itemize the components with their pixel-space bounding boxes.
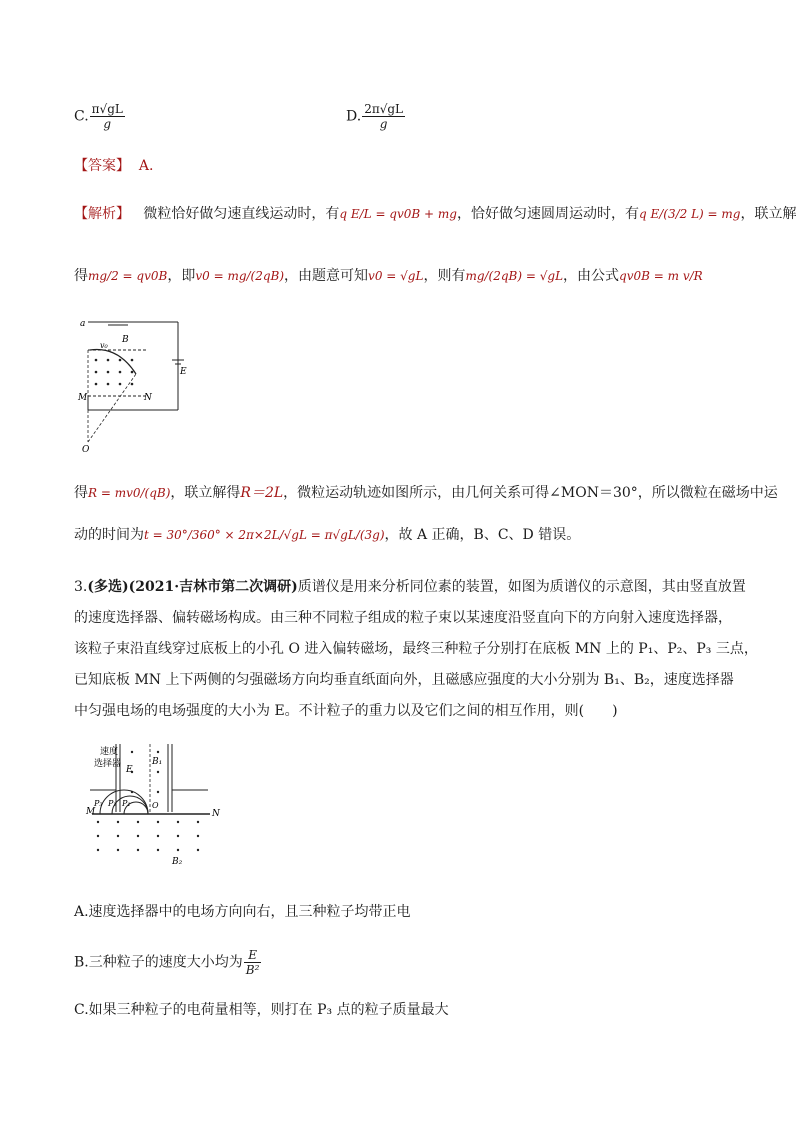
equation-5: v0 = √gL	[368, 269, 424, 283]
analysis-text: ，故 A 正确，B、C、D 错误。	[384, 527, 581, 543]
equation-7: qv0B = m v/R	[619, 269, 703, 283]
equation-3: mg/2 = qv0B	[88, 269, 168, 283]
option-c-q3: C.如果三种粒子的电荷量相等，则打在 P₃ 点的粒子质量最大	[74, 1002, 449, 1018]
analysis-text: ，则有	[423, 268, 466, 284]
answer-line	[74, 156, 153, 176]
question-3-line-2: 的速度选择器、偏转磁场构成。由三种不同粒子组成的粒子束以某速度沿竖直向下的方向射入速度选择器，	[74, 610, 732, 626]
option-a: A.速度选择器中的电场方向向右，且三种粒子均带正电	[74, 904, 411, 920]
option-d	[346, 102, 406, 131]
option-c-fraction	[90, 102, 125, 131]
option-b-text: B.三种粒子的速度大小均为	[74, 954, 243, 971]
label-b1: B₁	[152, 757, 163, 767]
question-text: 质谱仪是用来分析同位素的装置，如图为质谱仪的示意图，其由竖直放置	[297, 579, 746, 595]
label-b2: B₂	[172, 857, 183, 867]
option-b	[74, 948, 262, 977]
analysis-line-4	[74, 525, 580, 545]
figure-2-mass-spectrometer	[88, 742, 228, 874]
question-3-line-5: 中匀强电场的电场强度的大小为 E。不计粒子的重力以及它们之间的相互作用，则( )	[74, 703, 618, 719]
figure-1-field-diagram	[78, 312, 188, 454]
equation-6: mg/(2qB) = √gL	[465, 269, 564, 283]
question-source: (多选)(2021·吉林市第二次调研)	[87, 579, 298, 595]
option-b-numerator: E	[244, 948, 262, 963]
option-d-fraction	[362, 102, 405, 131]
analysis-text: 动的时间为	[74, 527, 144, 543]
question-3-line-3: 该粒子束沿直线穿过底板上的小孔 O 进入偏转磁场，最终三种粒子分别打在底板 MN 上的 P₁、P₂、P₃ 三点，	[74, 641, 758, 657]
label-b: B	[122, 335, 129, 345]
option-b-fraction	[244, 948, 262, 977]
label-p2: P₂	[108, 799, 117, 808]
option-b-denominator: B²	[245, 963, 260, 977]
analysis-text: ，联立解得	[170, 485, 241, 501]
answer-tag: 【答案】	[74, 158, 130, 174]
analysis-text: ，微粒运动轨迹如图所示，由几何关系可得∠MON＝30°，所以微粒在磁场中运	[283, 485, 778, 501]
label-o: O	[152, 801, 159, 810]
option-c-label: C.	[74, 108, 89, 125]
label-m: M	[78, 393, 88, 403]
analysis-text: 得	[74, 485, 88, 501]
label-p3: P₃	[94, 799, 103, 808]
analysis-text: ，联立解	[740, 206, 796, 222]
label-m: M	[86, 807, 96, 817]
equation-9: R＝2L	[240, 485, 284, 501]
label-e: E	[180, 367, 187, 377]
equation-4: v0 = mg/(2qB)	[195, 269, 285, 283]
equation-2: q E/(3/2 L) = mg	[638, 207, 741, 221]
label-e: E	[126, 765, 133, 775]
analysis-text: 微粒恰好做匀速直线运动时，有	[143, 206, 340, 222]
equation-1: q E/L = qv0B + mg	[339, 207, 457, 221]
analysis-text: ，恰好做匀速圆周运动时，有	[456, 206, 639, 222]
option-d-numerator: 2π√gL	[364, 102, 404, 116]
label-n: N	[212, 809, 220, 819]
equation-10: t = 30°/360° × 2π×2L/√gL = π√gL/(3g)	[144, 528, 385, 542]
label-p1: P₁	[122, 799, 131, 808]
analysis-text: ，即	[167, 268, 196, 284]
label-a: a	[80, 319, 86, 329]
analysis-tag: 【解析】	[74, 206, 130, 222]
option-d-label: D.	[346, 108, 362, 125]
label-o: O	[82, 445, 90, 455]
label-velocity-2: 选择器	[94, 759, 122, 769]
answer-value: A.	[138, 158, 154, 174]
question-number: 3.	[74, 579, 88, 595]
option-d-denominator: g	[379, 117, 388, 131]
label-n: N	[144, 393, 152, 403]
equation-8: R = mv0/(qB)	[88, 486, 171, 500]
question-3-line-4: 已知底板 MN 上下两侧的匀强磁场方向均垂直纸面向外，且磁感应强度的大小分别为 B₁、B₂，速度选择器	[74, 672, 734, 688]
analysis-line-1	[74, 204, 796, 224]
analysis-text: ，由题意可知	[284, 268, 369, 284]
label-v0: v₀	[100, 341, 108, 350]
analysis-text: ，由公式	[563, 268, 620, 284]
question-3-line-1	[74, 577, 746, 597]
option-c	[74, 102, 126, 131]
option-c-numerator: π√gL	[91, 102, 123, 116]
analysis-line-3	[74, 483, 778, 503]
label-velocity-1: 速度	[100, 747, 119, 757]
option-c-denominator: g	[103, 117, 112, 131]
analysis-text: 得	[74, 268, 88, 284]
analysis-line-2	[74, 266, 703, 286]
